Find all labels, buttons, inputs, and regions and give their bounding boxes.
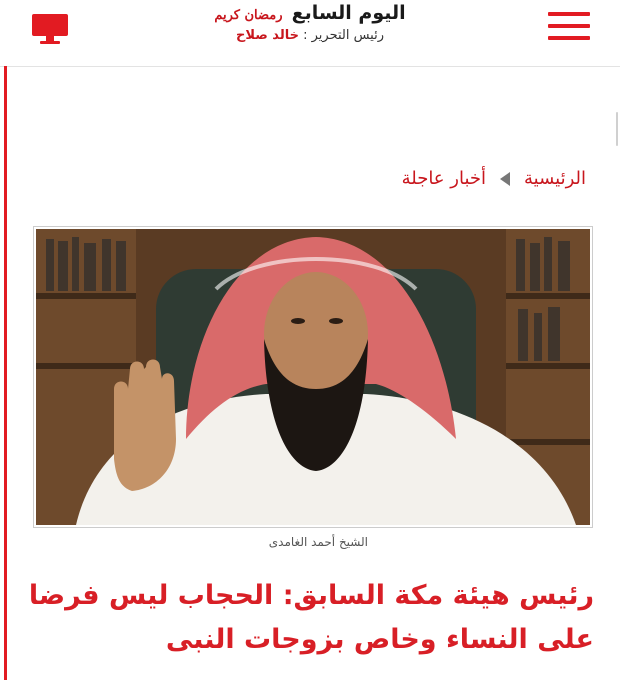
editor-label: رئيس التحرير	[311, 28, 384, 43]
left-accent-rule	[4, 66, 7, 680]
breadcrumb-section[interactable]: أخبار عاجلة	[401, 168, 486, 189]
logo-text: اليوم السابع	[291, 2, 406, 24]
article-headline[interactable]: رئيس هيئة مكة السابق: الحجاب ليس فرضا على النساء وخاص بزوجات النبى	[28, 580, 594, 655]
image-caption: الشيخ أحمد الغامدى	[268, 535, 368, 549]
editor-line: رئيس التحرير : خالد صلاح	[235, 28, 384, 43]
breadcrumb	[402, 168, 586, 189]
article-image[interactable]	[33, 226, 593, 528]
desktop-monitor-icon[interactable]	[30, 12, 70, 46]
scrollbar[interactable]	[616, 112, 618, 146]
article-photo	[36, 229, 590, 525]
site-logo[interactable]	[200, 2, 420, 62]
chevron-left-icon	[500, 172, 510, 186]
breadcrumb-home[interactable]: الرئيسية	[524, 168, 586, 189]
editor-name: خالد صلاح	[235, 28, 299, 43]
logo-badge: رمضان كريم	[214, 8, 283, 23]
hamburger-menu-icon[interactable]	[548, 12, 590, 42]
top-bar	[0, 0, 620, 67]
